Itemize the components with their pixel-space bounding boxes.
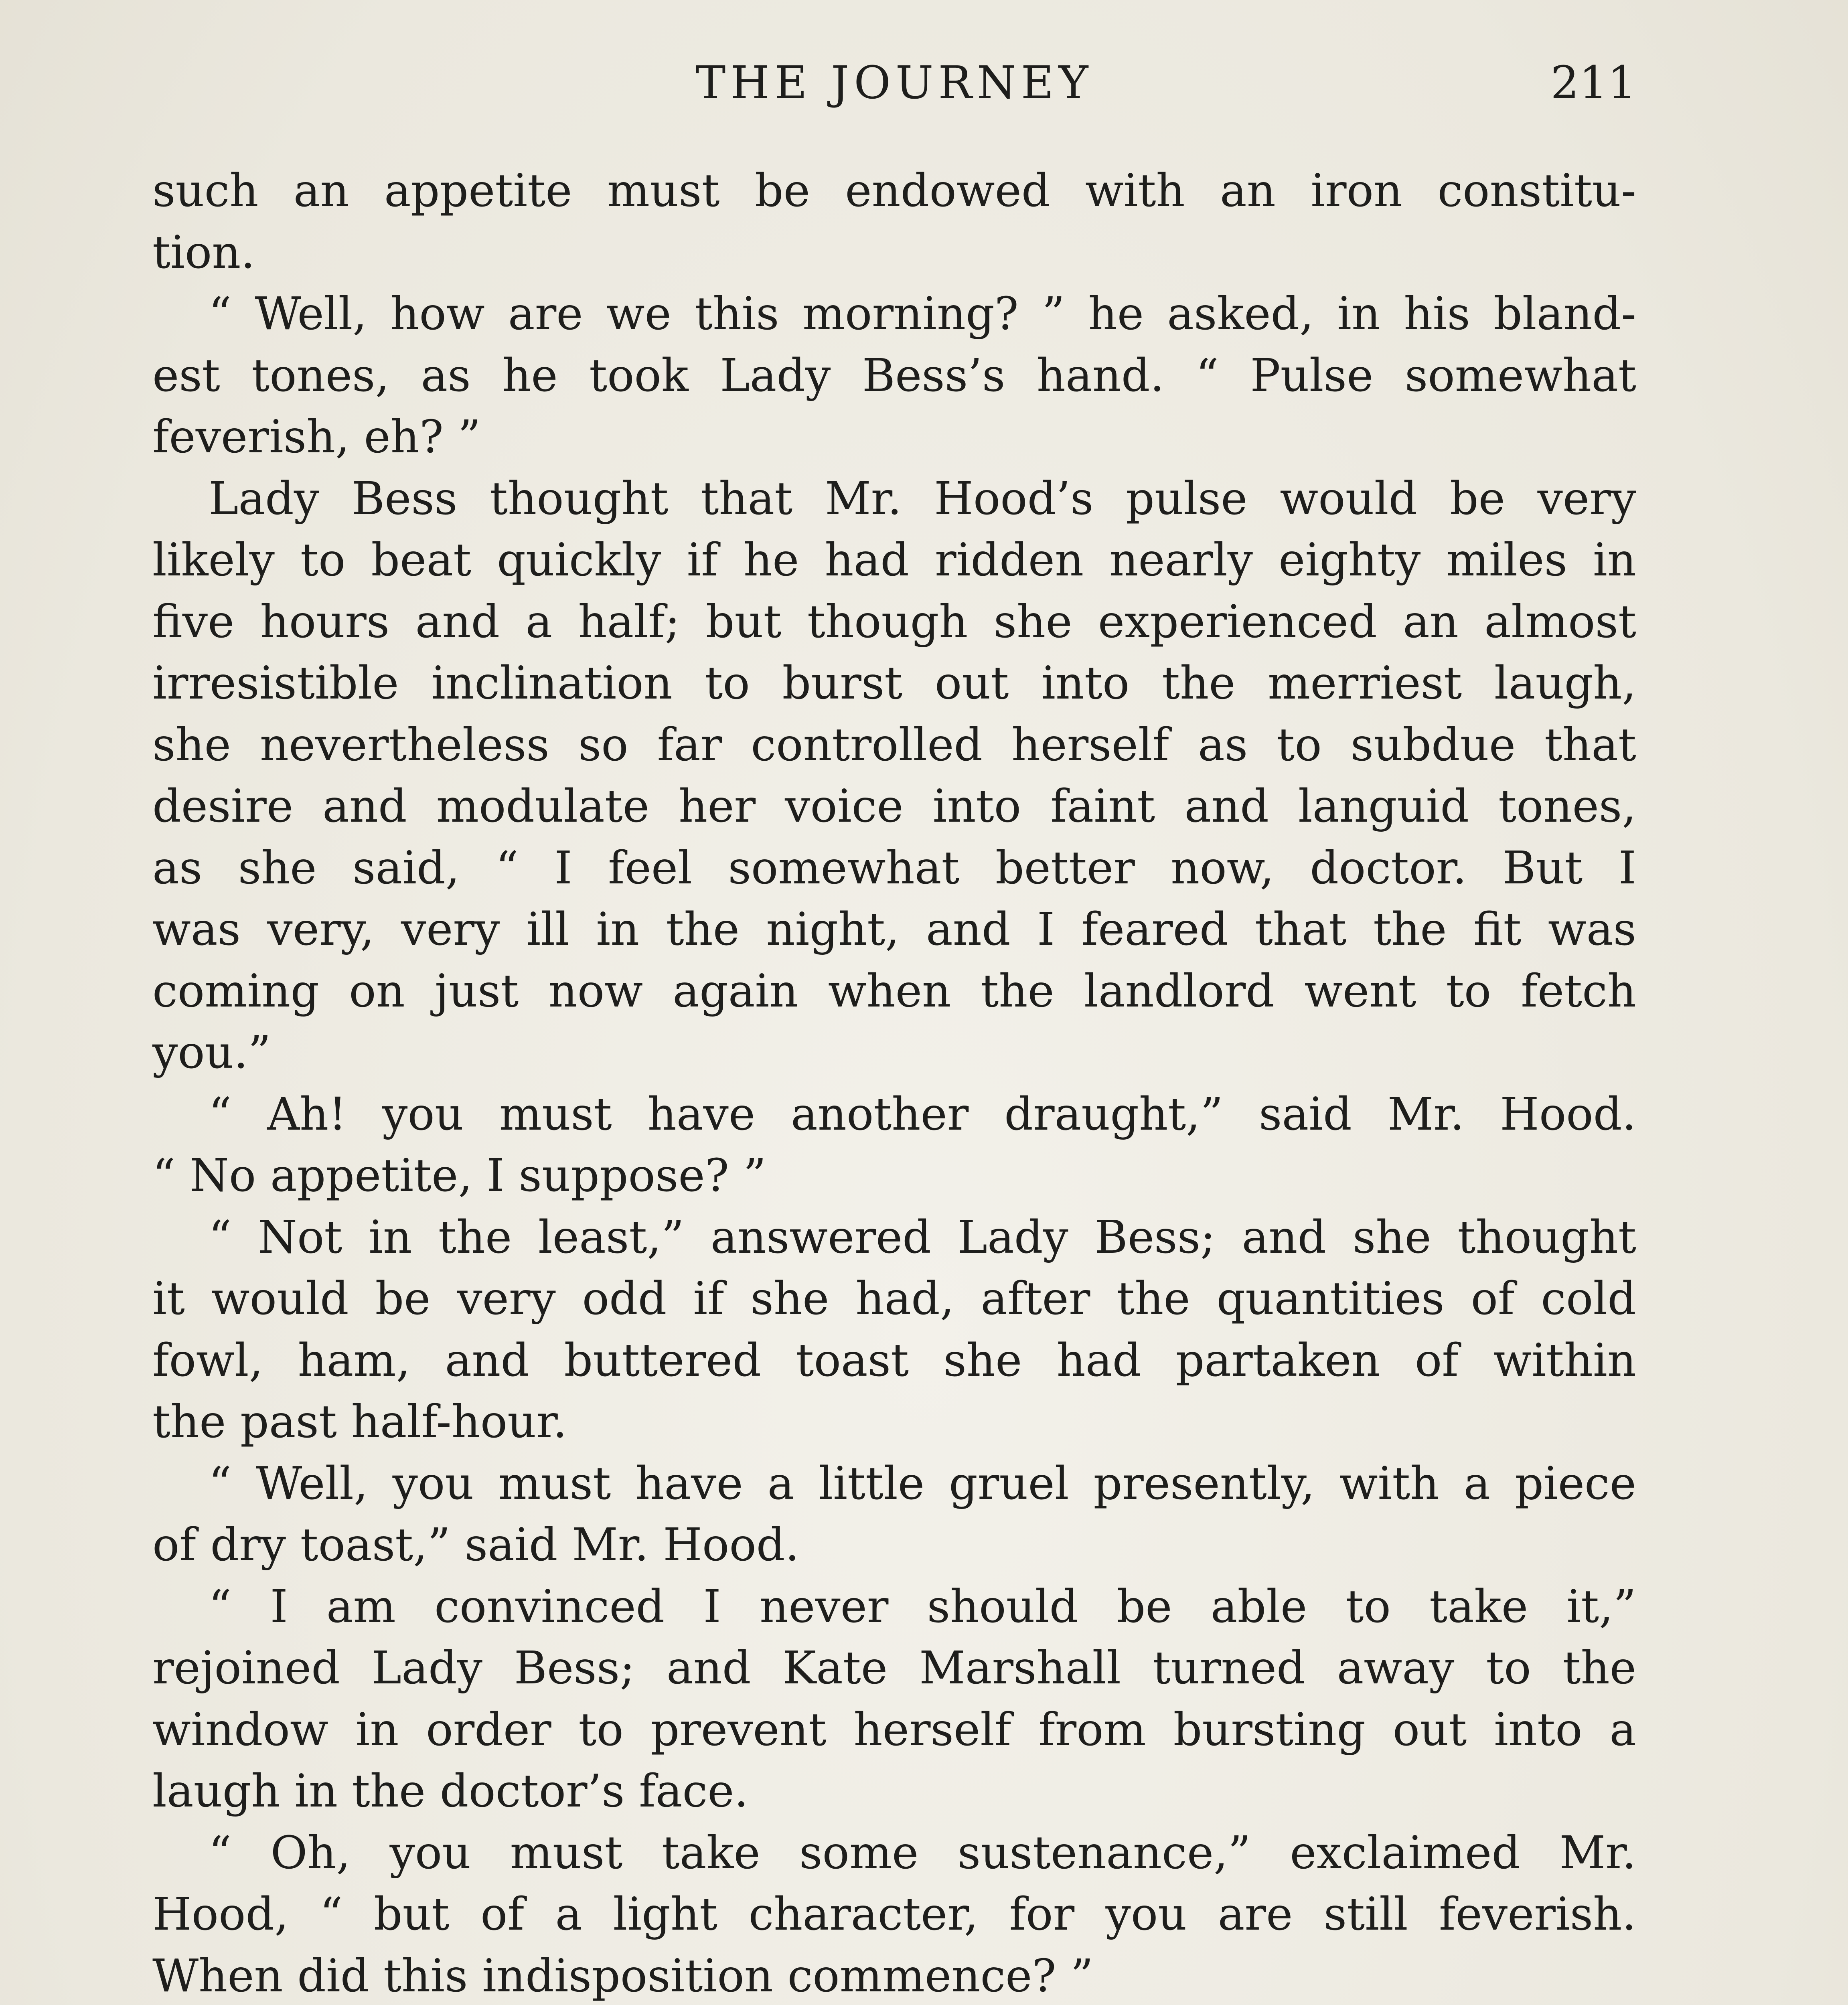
text-line: Lady Bess thought that Mr. Hood’s pulse would be very: [209, 472, 1636, 525]
text-line: laugh in the doctor’s face.: [152, 1765, 749, 1817]
text-line: five hours and a half; but though she experienced an almost: [152, 595, 1636, 648]
text-line: you.”: [152, 1027, 271, 1079]
text-line: est tones, as he took Lady Bess’s hand. “ Pulse somewhat: [152, 349, 1636, 402]
text-line: likely to beat quickly if he had ridden nearly eighty miles in: [152, 534, 1636, 586]
text-line: coming on just now again when the landlord went to fetch: [152, 965, 1636, 1017]
running-head: [152, 53, 1636, 113]
text-line: the past half-hour.: [152, 1396, 567, 1448]
text-line: irresistible inclination to burst out into the merriest laugh,: [152, 657, 1636, 709]
text-line: as she said, “ I feel somewhat better now, doctor. But I: [152, 842, 1636, 894]
text-line: “ Oh, you must take some sustenance,” exclaimed Mr.: [209, 1827, 1636, 1879]
body-text: [152, 160, 1636, 2005]
text-line: was very, very ill in the night, and I feared that the fit was: [152, 903, 1636, 956]
text-line: “ Well, how are we this morning? ” he asked, in his bland-: [209, 288, 1636, 340]
text-line: she nevertheless so far controlled herself as to subdue that: [152, 719, 1636, 771]
text-line: window in order to prevent herself from bursting out into a: [152, 1703, 1636, 1756]
running-title: THE JOURNEY: [695, 57, 1093, 109]
text-line: desire and modulate her voice into faint and languid tones,: [152, 780, 1636, 832]
text-line: of dry toast,” said Mr. Hood.: [152, 1519, 800, 1571]
text-line: “ Ah! you must have another draught,” said Mr. Hood.: [209, 1088, 1636, 1140]
text-line: “ I am convinced I never should be able to take it,”: [209, 1580, 1636, 1633]
page-number: 211: [1550, 57, 1636, 109]
text-line: “ No appetite, I suppose? ”: [152, 1150, 766, 1202]
text-line: it would be very odd if she had, after the quantities of cold: [152, 1273, 1636, 1325]
text-line: “ Not in the least,” answered Lady Bess; and she thought: [209, 1211, 1636, 1264]
text-line: feverish, eh? ”: [152, 411, 481, 463]
text-line: rejoined Lady Bess; and Kate Marshall turned away to the: [152, 1642, 1636, 1694]
text-line: fowl, ham, and buttered toast she had partaken of within: [152, 1334, 1636, 1387]
text-line: such an appetite must be endowed with an iron constitu-: [152, 165, 1636, 217]
text-line: tion.: [152, 226, 255, 279]
text-line: Hood, “ but of a light character, for you are still feverish.: [152, 1888, 1636, 1940]
text-line: When did this indisposition commence? ”: [152, 1950, 1094, 2002]
text-line: “ Well, you must have a little gruel presently, with a piece: [209, 1457, 1636, 1510]
